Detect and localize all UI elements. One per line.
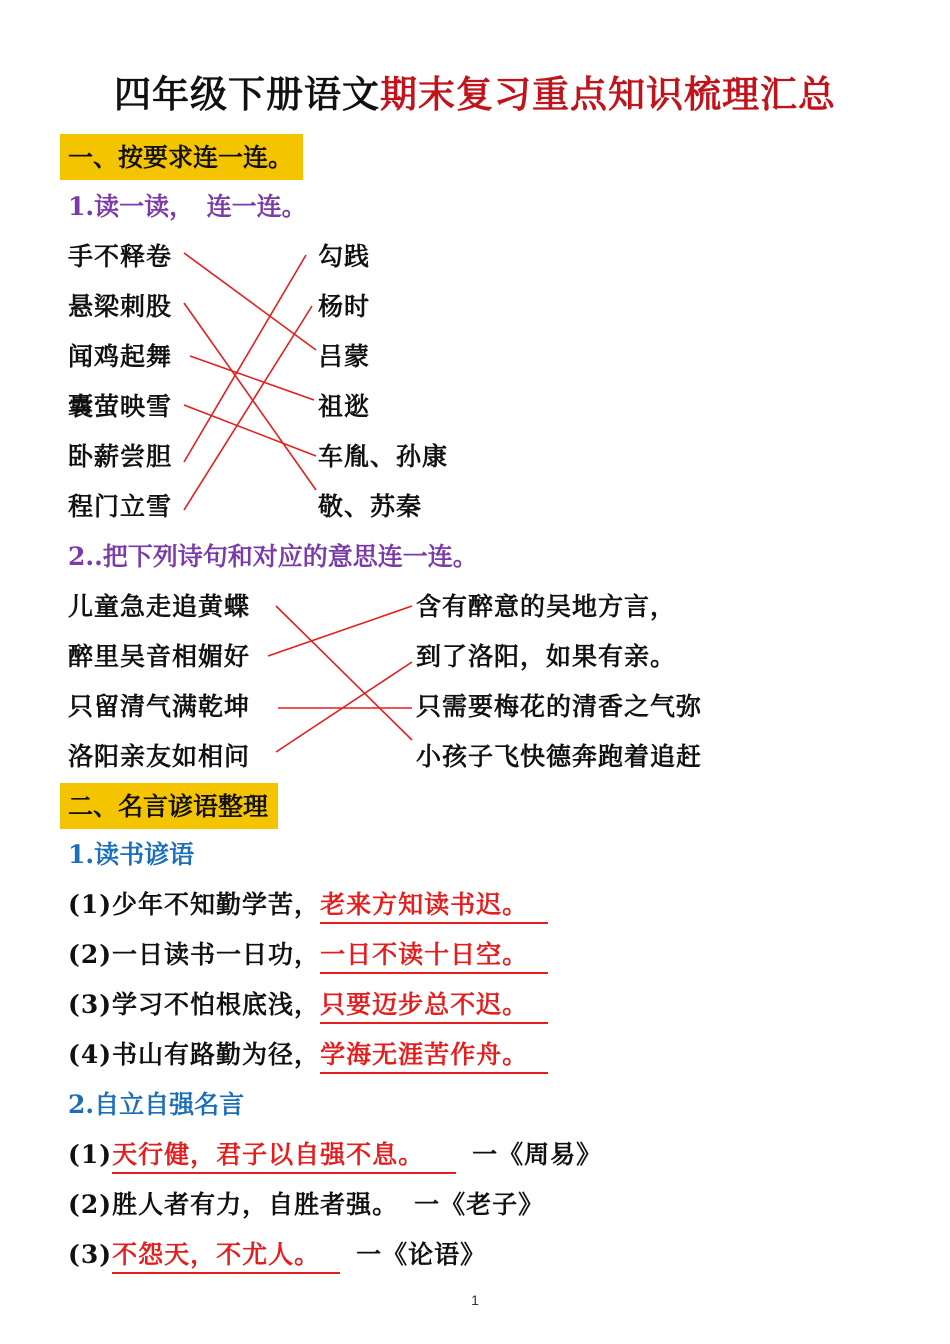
proverb-row	[68, 985, 548, 1024]
title-red: 期末复习重点知识梳理汇总	[380, 72, 836, 116]
poem-right-1: 到了洛阳，如果有亲。	[416, 642, 677, 671]
section2-heading: 二、名言谚语整理	[60, 783, 278, 829]
proverb-row	[68, 935, 548, 974]
proverb-question: (4)书山有路勤为径，	[68, 1040, 321, 1069]
match-left-2: 闻鸡起舞	[68, 342, 173, 371]
section1-part1-heading: 1.读一读， 连一连。	[68, 192, 307, 221]
match-left-4: 卧薪尝胆	[68, 442, 173, 471]
section1-heading: 一、按要求连一连。	[60, 134, 303, 180]
match-right-1: 杨时	[318, 292, 371, 321]
proverb-answer: 老来方知读书迟。	[320, 885, 548, 924]
match-right-5: 敬、苏秦	[318, 492, 423, 521]
quote-row	[68, 1185, 544, 1221]
quote-answer: 天行健，君子以自强不息。	[112, 1135, 456, 1174]
quote-number: (1)	[68, 1140, 113, 1169]
quote-source: 一《论语》	[356, 1240, 487, 1269]
match-right-2: 吕蒙	[318, 342, 371, 371]
line-wenjiqiwu-zuti	[190, 356, 314, 400]
match-left-1: 悬梁刺股	[68, 292, 173, 321]
line-woxin-goujian	[184, 255, 306, 462]
line-chengmen-yangshi	[184, 306, 312, 510]
quote-number: (3)	[68, 1240, 113, 1269]
proverb-question: (3)学习不怕根底浅，	[68, 990, 321, 1019]
match-left-0: 手不释卷	[68, 242, 173, 271]
proverb-answer: 只要迈步总不迟。	[320, 985, 548, 1024]
section1-part2-heading: 2..把下列诗句和对应的意思连一连。	[68, 542, 478, 571]
poem-right-2: 只需要梅花的清香之气弥	[416, 692, 703, 721]
proverb-question: (2)一日读书一日功，	[68, 940, 321, 969]
proverb-answer: 一日不读十日空。	[320, 935, 548, 974]
quote-row	[68, 1235, 486, 1274]
match-right-4: 车胤、孙康	[318, 442, 449, 471]
line-zuili-hanyou	[268, 606, 412, 656]
poem-right-3: 小孩子飞快德奔跑着追赶	[416, 742, 703, 771]
section2-part2-heading: 2.自立自强名言	[68, 1090, 245, 1119]
line-nangying-chegun	[184, 405, 316, 456]
match-left-3: 囊萤映雪	[68, 392, 173, 421]
poem-left-0: 儿童急走追黄蝶	[68, 592, 251, 621]
page-number: 1	[471, 1292, 479, 1308]
line-luoyang-daole	[276, 662, 412, 752]
section2-part1-heading: 1.读书谚语	[68, 840, 195, 869]
quote-row	[68, 1135, 602, 1174]
poem-left-2: 只留清气满乾坤	[68, 692, 251, 721]
line-shoubushijuan-lvmeng	[184, 253, 316, 350]
proverb-answer: 学海无涯苦作舟。	[320, 1035, 548, 1074]
proverb-row	[68, 1035, 548, 1074]
quote-source: 一《老子》	[414, 1190, 545, 1219]
line-ertong-xiaohai	[276, 606, 412, 740]
match-right-3: 祖逖	[318, 392, 371, 421]
match-left-5: 程门立雪	[68, 492, 173, 521]
proverb-row	[68, 885, 548, 924]
match-right-0: 勾践	[318, 242, 371, 271]
poem-right-0: 含有醉意的吴地方言，	[416, 592, 677, 621]
quote-number: (2)	[68, 1190, 113, 1219]
proverb-question: (1)少年不知勤学苦，	[68, 890, 321, 919]
poem-left-3: 洛阳亲友如相问	[68, 742, 251, 771]
quote-answer: 不怨天，不尤人。	[112, 1235, 340, 1274]
quote-text: 胜人者有力，自胜者强。	[112, 1190, 399, 1219]
quote-source: 一《周易》	[472, 1140, 603, 1169]
poem-left-1: 醉里吴音相媚好	[68, 642, 251, 671]
title-black: 四年级下册语文	[114, 72, 380, 116]
